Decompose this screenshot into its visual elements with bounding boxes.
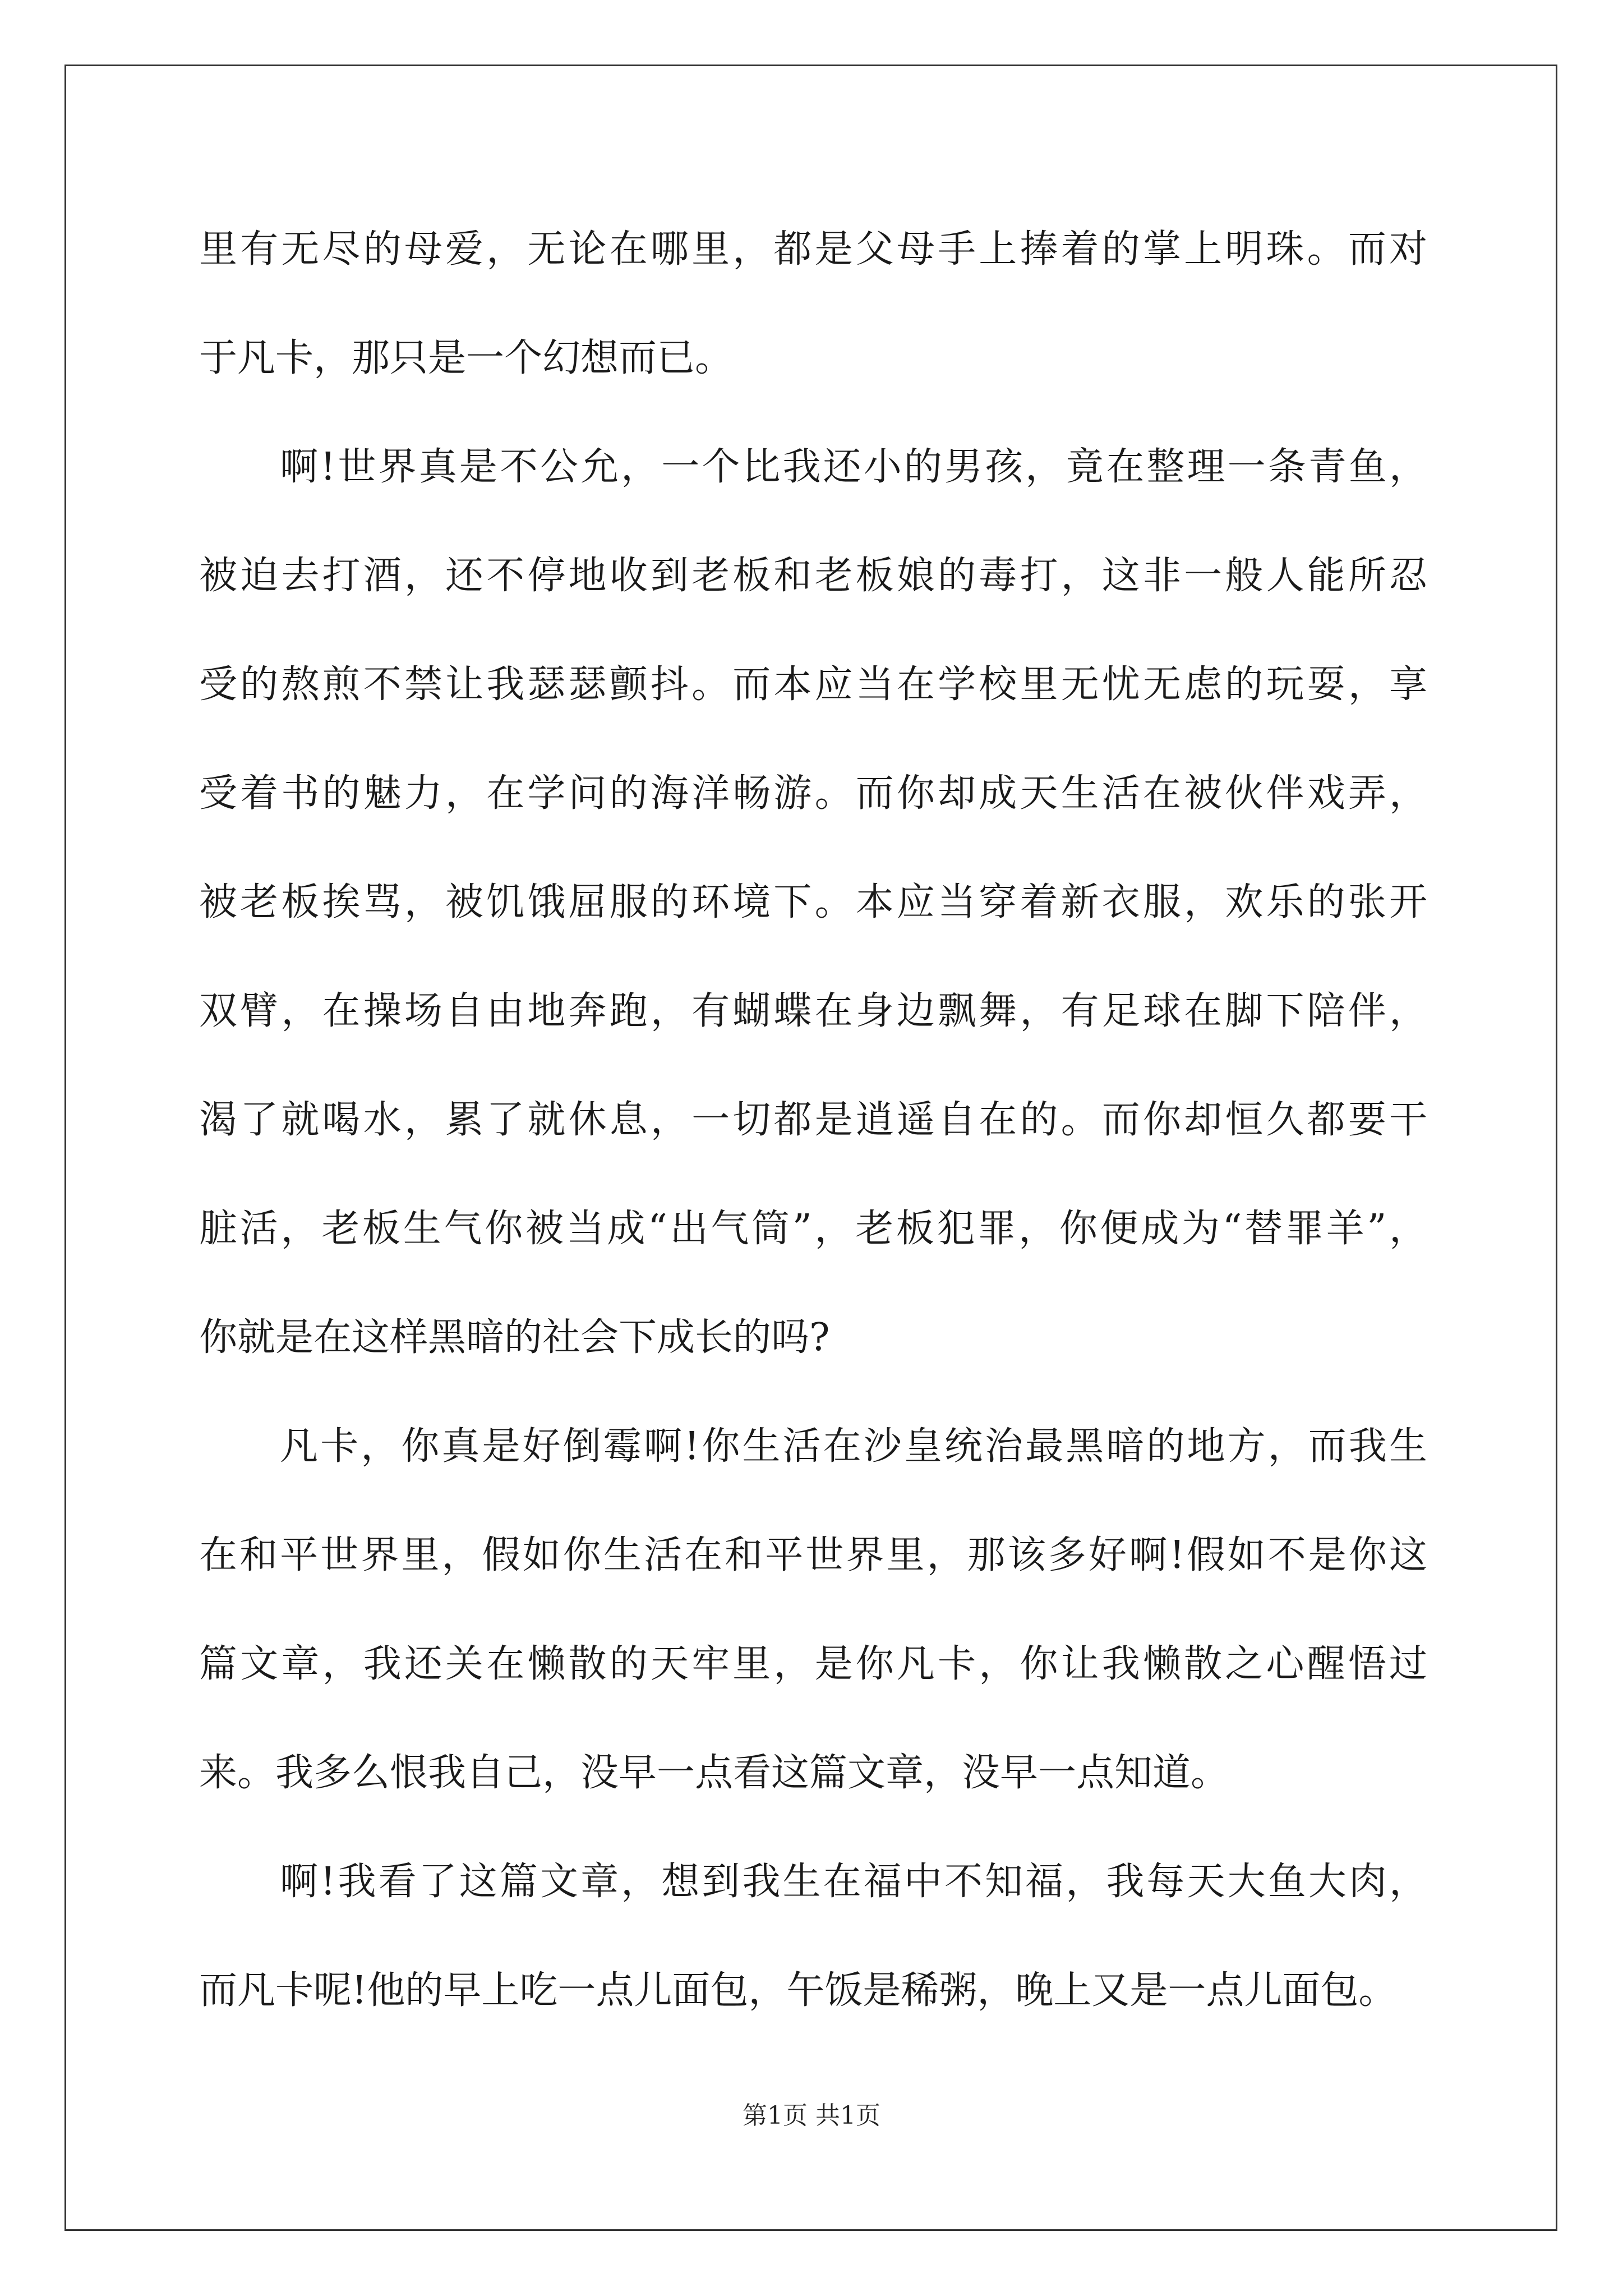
text-line: 而凡卡呢!他的早上吃一点儿面包，午饭是稀粥，晚上又是一点儿面包。	[199, 1968, 1397, 2013]
text-line: 你就是在这样黑暗的社会下成长的吗?	[199, 1315, 830, 1360]
text-line: 里有无尽的母爱，无论在哪里，都是父母手上捧着的掌上明珠。而对	[199, 227, 1427, 272]
text-line: 于凡卡，那只是一个幻想而已。	[199, 336, 734, 380]
text-line: 脏活，老板生气你被当成“出气筒”，老板犯罪，你便成为“替罪羊”，	[199, 1207, 1427, 1251]
page-number-footer: 第1页 共1页	[743, 2101, 880, 2130]
paragraph-start-line: 啊!我看了这篇文章，想到我生在福中不知福，我每天大鱼大肉，	[280, 1860, 1427, 1904]
text-line: 被老板挨骂，被饥饿屈服的环境下。本应当穿着新衣服，欢乐的张开	[199, 880, 1427, 924]
text-line: 被迫去打酒，还不停地收到老板和老板娘的毒打，这非一般人能所忍	[199, 554, 1427, 598]
text-line: 在和平世界里，假如你生活在和平世界里，那该多好啊!假如不是你这	[199, 1533, 1427, 1577]
paragraph-start-line: 啊!世界真是不公允，一个比我还小的男孩，竟在整理一条青鱼，	[280, 445, 1427, 489]
document-body	[199, 208, 1427, 2058]
text-line: 来。我多么恨我自己，没早一点看这篇文章，没早一点知道。	[199, 1751, 1229, 1795]
text-line: 双臂，在操场自由地奔跑，有蝴蝶在身边飘舞，有足球在脚下陪伴，	[199, 989, 1427, 1033]
text-line: 受的熬煎不禁让我瑟瑟颤抖。而本应当在学校里无忧无虑的玩耍，享	[199, 662, 1427, 707]
text-line: 受着书的魅力，在学问的海洋畅游。而你却成天生活在被伙伴戏弄，	[199, 771, 1427, 816]
text-line: 篇文章，我还关在懒散的天牢里，是你凡卡，你让我懒散之心醒悟过	[199, 1642, 1427, 1686]
text-line: 渴了就喝水，累了就休息，一切都是逍遥自在的。而你却恒久都要干	[199, 1098, 1427, 1142]
paragraph-start-line: 凡卡，你真是好倒霉啊!你生活在沙皇统治最黑暗的地方，而我生	[280, 1424, 1427, 1469]
